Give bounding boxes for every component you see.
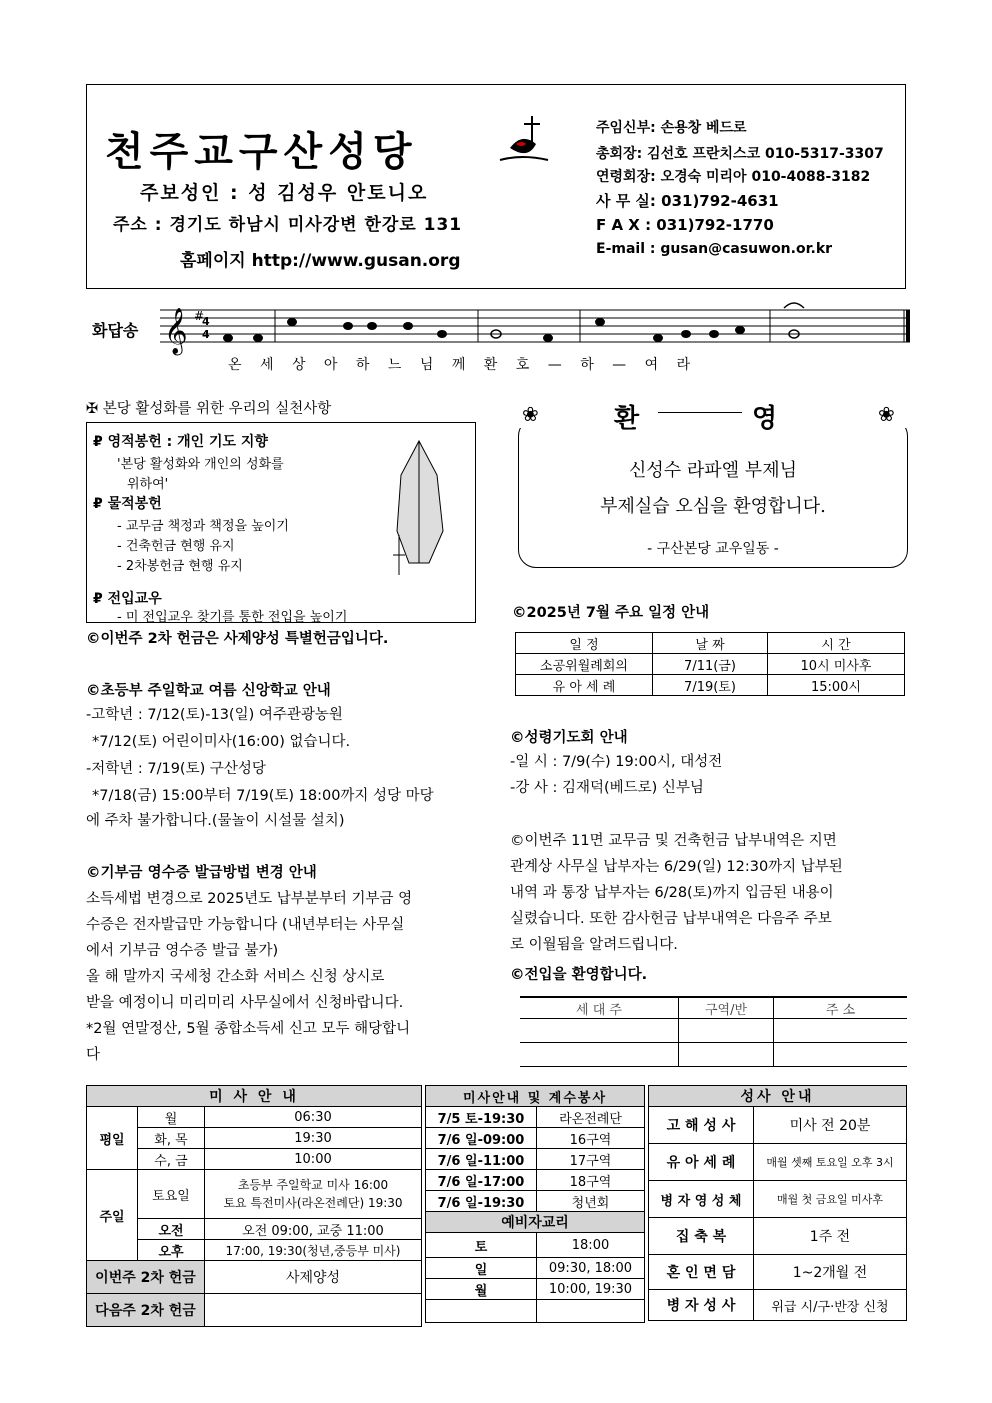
- schedule-heading-text: 2025년 7월 주요 일정 안내: [526, 605, 710, 621]
- material-title: ₽ 물적봉헌: [93, 496, 162, 512]
- homepage-link[interactable]: 홈페이지 http://www.gusan.org: [180, 251, 461, 271]
- schedule-header-time: 시 간: [768, 633, 905, 654]
- receipt-line-6: *2월 연말정산, 5월 종합소득세 신고 모두 해당합니: [86, 1021, 411, 1037]
- receipt-line-5: 받을 예정이니 미리미리 사무실에서 신청바랍니다.: [86, 995, 404, 1011]
- schedule-cell: 7/19(토): [653, 675, 768, 696]
- spiritual-title-text: 영적봉헌 : 개인 기도 지향: [107, 434, 268, 450]
- newcomers-header-district: 구역/반: [679, 997, 774, 1019]
- mass-title: 미 사 안 내: [87, 1086, 422, 1107]
- summer-line-4: *7/18(금) 15:00부터 7/19(토) 18:00까지 성당 마당: [92, 788, 434, 804]
- sacrament-info: 1주 전: [754, 1218, 907, 1255]
- transfer-title: ₽ 전입교우: [93, 591, 162, 607]
- payment-line-1: ©이번주 11면 교무금 및 건축헌금 납부내역은 지면: [510, 833, 837, 849]
- weekday-label: 평일: [87, 1107, 138, 1170]
- office-phone: 사 무 실: 031)792-4631: [596, 192, 779, 210]
- svg-text:#: #: [194, 309, 205, 323]
- union-head: 연령회장: 오경숙 미리아 010-4088-3182: [596, 169, 871, 185]
- table-row: [516, 675, 905, 696]
- practice-heading-text: 본당 활성화를 위한 우리의 실천사항: [102, 401, 332, 417]
- prayer-title-text: 성령기도회 안내: [524, 730, 628, 746]
- service-title: 미사안내 및 계수봉사: [426, 1086, 645, 1107]
- collection-notice: ©이번주 2차 헌금은 사제양성 특별헌금입니다.: [86, 631, 389, 647]
- service-date: 7/6 일-19:30: [426, 1191, 537, 1212]
- spiritual-desc2: 위하여': [127, 477, 169, 492]
- newcomers-cell: [679, 1043, 774, 1067]
- church-title: 천주교구산성당: [105, 128, 418, 175]
- welcome-banner: [518, 398, 910, 434]
- receipt-line-4: 올 해 말까지 국세청 간소화 서비스 신청 상시로: [86, 969, 385, 985]
- flower-right-icon: ❀: [878, 402, 895, 426]
- svg-text:4: 4: [202, 315, 210, 328]
- service-team: 16구역: [537, 1128, 645, 1149]
- sacrament-name: 고 해 성 사: [649, 1107, 754, 1144]
- church-logo-icon: [492, 114, 552, 170]
- svg-text:4: 4: [202, 328, 210, 341]
- newcomers-cell: [520, 1019, 679, 1043]
- receipt-line-7: 다: [86, 1047, 101, 1063]
- newcomers-cell: [774, 1019, 908, 1043]
- practice-heading: ✠ 본당 활성화를 위한 우리의 실천사항: [86, 401, 332, 417]
- practice-box: [86, 422, 476, 623]
- payment-line-5: 로 이월됨을 알려드립니다.: [510, 937, 678, 953]
- prayer-title: ©성령기도회 안내: [510, 730, 628, 746]
- service-date: 7/6 일-11:00: [426, 1149, 537, 1170]
- material-3: - 2차봉헌금 현행 유지: [117, 559, 243, 574]
- sacrament-info: 1~2개월 전: [754, 1255, 907, 1290]
- payment-line-2: 관계상 사무실 납부자는 6/29(일) 12:30까지 납부된: [510, 859, 843, 875]
- newcomers-title-text: 전입을 환영합니다.: [524, 967, 648, 983]
- pm-label: 오후: [138, 1240, 205, 1261]
- psalm-label: 화답송: [92, 321, 139, 340]
- mass-time: 10:00: [205, 1149, 422, 1170]
- sacrament-name: 유 아 세 례: [649, 1144, 754, 1181]
- prayer-line-1: -일 시 : 7/9(수) 19:00시, 대성전: [510, 754, 723, 770]
- council-head: 총회장: 김선호 프란치스코 010-5317-3307: [596, 146, 884, 162]
- schedule-header-event: 일 정: [516, 633, 653, 654]
- fax-number: F A X : 031)792-1770: [596, 216, 774, 234]
- sacrament-name: 집 축 복: [649, 1218, 754, 1255]
- am-value: 오전 09:00, 교중 11:00: [205, 1219, 422, 1240]
- catechumen-day: 일: [426, 1258, 537, 1279]
- summer-line-3: -저학년 : 7/19(토) 구산성당: [86, 761, 266, 777]
- mass-time: 06:30: [205, 1107, 422, 1128]
- newcomers-cell: [679, 1019, 774, 1043]
- am-label: 오전: [138, 1219, 205, 1240]
- sat-mass-2: 토요 특전미사(라온전례단) 19:30: [223, 1196, 403, 1210]
- spiritual-desc1: '본당 활성화와 개인의 성화를: [117, 457, 284, 472]
- service-date: 7/5 토-19:30: [426, 1107, 537, 1128]
- catechumen-title: 예비자교리: [426, 1212, 645, 1233]
- schedule-cell: 소공위월례회의: [516, 654, 653, 675]
- mass-day: 수, 금: [138, 1149, 205, 1170]
- schedule-header-date: 날 짜: [653, 633, 768, 654]
- psalm-lyrics: 온 세 상 아 하 느 님 께 환 호 — 하 — 여 라: [228, 357, 693, 373]
- sunday-label: 주일: [87, 1170, 138, 1261]
- service-team: 라온전례단: [537, 1107, 645, 1128]
- newcomers-header-head: 세 대 주: [520, 997, 679, 1019]
- email-address: E-mail : gusan@casuwon.or.kr: [596, 241, 833, 257]
- receipt-line-3: 에서 기부금 영수증 발급 불가): [86, 943, 279, 959]
- welcome-card: [518, 398, 910, 570]
- welcome-heading-right: 영: [752, 404, 778, 434]
- schedule-cell: 유 아 세 례: [516, 675, 653, 696]
- transfer-title-text: 전입교우: [107, 591, 162, 607]
- service-team: 18구역: [537, 1170, 645, 1191]
- sacrament-title: 성사 안내: [649, 1086, 907, 1107]
- service-empty-cell: [537, 1300, 645, 1323]
- catechumen-day: 토: [426, 1233, 537, 1258]
- schedule-heading: ©2025년 7월 주요 일정 안내: [512, 605, 710, 621]
- prayer-line-2: -강 사 : 김재덕(베드로) 신부님: [510, 780, 704, 796]
- pastor-info: 주임신부: 손용창 베드로: [596, 120, 747, 136]
- receipt-title-text: 기부금 영수증 발급방법 변경 안내: [100, 865, 317, 881]
- transfer-1: - 미 전입교우 찾기를 통한 전입을 높이기: [117, 610, 348, 625]
- patron-saint: 주보성인 : 성 김성우 안토니오: [140, 182, 429, 204]
- welcome-line-1: 신성수 라파엘 부제님: [629, 460, 797, 481]
- next-week-label: 다음주 2차 헌금: [87, 1294, 205, 1327]
- sacrament-name: 병 자 영 성 체: [649, 1181, 754, 1218]
- newcomers-table: [520, 996, 907, 1067]
- this-week-value: 사제양성: [205, 1261, 422, 1294]
- sacrament-info: 미사 전 20분: [754, 1107, 907, 1144]
- summer-line-2: *7/12(토) 어린이미사(16:00) 없습니다.: [92, 734, 351, 750]
- newcomers-header-address: 주 소: [774, 997, 908, 1019]
- flower-left-icon: ❀: [522, 402, 539, 426]
- mass-time: 19:30: [205, 1128, 422, 1149]
- welcome-rule: [658, 412, 742, 413]
- summer-title-text: 초등부 주일학교 여름 신앙학교 안내: [100, 683, 331, 699]
- material-1: - 교무금 책정과 책정을 높이기: [117, 519, 289, 534]
- schedule-cell: 15:00시: [768, 675, 905, 696]
- sat-mass-1: 초등부 주일학교 미사 16:00: [237, 1178, 389, 1192]
- next-week-value: [205, 1294, 422, 1327]
- service-empty-cell: [426, 1300, 537, 1323]
- mass-day: 월: [138, 1107, 205, 1128]
- payment-text-1: 이번주 11면 교무금 및 건축헌금 납부내역은 지면: [524, 833, 837, 849]
- material-2: - 건축헌금 현행 유지: [117, 539, 235, 554]
- material-title-text: 물적봉헌: [107, 496, 162, 512]
- music-staff: [160, 298, 912, 358]
- sacrament-info: 매월 셋째 토요일 오후 3시: [754, 1144, 907, 1181]
- catechumen-time: 18:00: [537, 1233, 645, 1258]
- summer-line-5: 에 주차 불가합니다.(물놀이 시설물 설치): [86, 813, 345, 829]
- welcome-heading-left: 환: [614, 404, 640, 434]
- schedule-cell: 10시 미사후: [768, 654, 905, 675]
- sacrament-name: 병 자 성 사: [649, 1290, 754, 1321]
- pm-value: 17:00, 19:30(청년,중등부 미사): [205, 1240, 422, 1261]
- payment-line-3: 내역 과 통장 납부자는 6/28(토)까지 입금된 내용이: [510, 885, 834, 901]
- catechumen-time: 10:00, 19:30: [537, 1279, 645, 1300]
- sacrament-table: [648, 1085, 907, 1321]
- sacrament-name: 혼 인 면 담: [649, 1255, 754, 1290]
- sat-masses: [205, 1170, 422, 1219]
- welcome-line-2: 부제실습 오심을 환영합니다.: [600, 496, 826, 517]
- newcomers-cell: [774, 1043, 908, 1067]
- service-date: 7/6 일-09:00: [426, 1128, 537, 1149]
- receipt-line-2: 수증은 전자발급만 가능합니다 (내년부터는 사무실: [86, 917, 405, 933]
- this-week-label: 이번주 2차 헌금: [87, 1261, 205, 1294]
- sat-label: 토요일: [138, 1170, 205, 1219]
- summer-title: ©초등부 주일학교 여름 신앙학교 안내: [86, 683, 331, 699]
- mass-table: [86, 1085, 422, 1327]
- receipt-line-1: 소득세법 변경으로 2025년도 납부분부터 기부금 영: [86, 891, 413, 907]
- church-address: 주소 : 경기도 하남시 미사강변 한강로 131: [113, 215, 463, 235]
- table-row: [516, 654, 905, 675]
- newcomers-title: ©전입을 환영합니다.: [510, 967, 648, 983]
- collection-text: 이번주 2차 헌금은 사제양성 특별헌금입니다.: [100, 631, 389, 647]
- service-team: 청년회: [537, 1191, 645, 1212]
- catechumen-day: 월: [426, 1279, 537, 1300]
- receipt-title: ©기부금 영수증 발급방법 변경 안내: [86, 865, 317, 881]
- newcomers-cell: [520, 1043, 679, 1067]
- summer-line-1: -고학년 : 7/12(토)-13(일) 여주관광농원: [86, 707, 343, 723]
- schedule-table: [515, 632, 905, 696]
- svg-text:𝄞: 𝄞: [164, 308, 188, 354]
- sacrament-info: 위급 시/구·반장 신청: [754, 1290, 907, 1321]
- sacrament-info: 매월 첫 금요일 미사후: [754, 1181, 907, 1218]
- praying-hands-icon: [379, 435, 459, 575]
- mass-day: 화, 목: [138, 1128, 205, 1149]
- service-team: 17구역: [537, 1149, 645, 1170]
- welcome-from: - 구산본당 교우일동 -: [647, 541, 779, 557]
- payment-line-4: 실렸습니다. 또한 감사헌금 납부내역은 다음주 주보: [510, 911, 832, 927]
- spiritual-title: ₽ 영적봉헌 : 개인 기도 지향: [93, 434, 268, 450]
- schedule-cell: 7/11(금): [653, 654, 768, 675]
- service-table: [425, 1085, 645, 1323]
- catechumen-time: 09:30, 18:00: [537, 1258, 645, 1279]
- service-date: 7/6 일-17:00: [426, 1170, 537, 1191]
